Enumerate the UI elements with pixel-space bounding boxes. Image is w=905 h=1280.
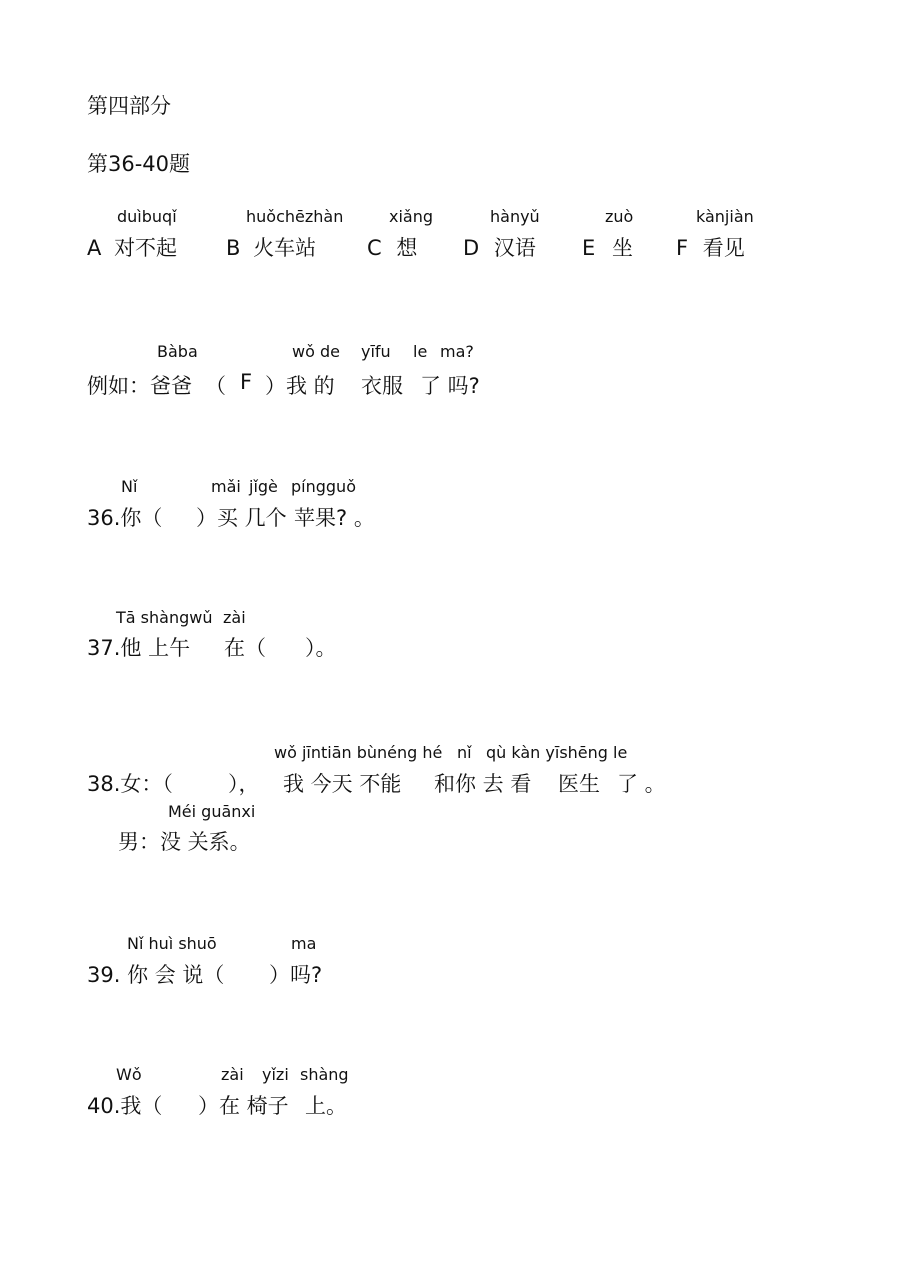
sentence-part: 37.他 上午 xyxy=(87,636,191,660)
option-letter: C xyxy=(367,236,382,260)
sentence-part: ）我 的 xyxy=(265,374,335,398)
pinyin-word: mǎi xyxy=(211,477,241,496)
option-c xyxy=(367,232,417,262)
sentence-part: 40.我（ xyxy=(87,1094,163,1118)
sentence-part: 39. 你 会 说（ xyxy=(87,963,225,987)
option-hanzi: 火车站 xyxy=(253,236,317,260)
pinyin-word: Bàba xyxy=(157,342,198,361)
pinyin-word: zài xyxy=(221,1065,244,1084)
pinyin-word: le xyxy=(413,342,428,361)
option-hanzi: 对不起 xyxy=(114,236,178,260)
pinyin-word: ma xyxy=(291,934,317,953)
sentence-part: ）吗? xyxy=(269,963,323,987)
pinyin-word: ma? xyxy=(440,342,474,361)
pinyin-word: wǒ de xyxy=(292,342,340,361)
pinyin-word: jǐgè xyxy=(249,477,278,496)
pinyin-word: nǐ xyxy=(457,743,472,762)
option-e xyxy=(582,232,633,262)
option-letter: A xyxy=(87,236,102,260)
sentence-part: 了 吗? xyxy=(420,374,480,398)
option-e-pinyin: zuò xyxy=(605,207,634,226)
sentence-part: 医生 xyxy=(558,772,600,796)
option-letter: E xyxy=(582,236,596,260)
option-a xyxy=(87,232,177,262)
option-b-pinyin: huǒchēzhàn xyxy=(246,207,344,226)
option-d xyxy=(463,232,536,262)
sentence-part: 例如：爸爸 xyxy=(87,374,192,398)
pinyin-word: shàng xyxy=(300,1065,349,1084)
sentence-part: 男：没 关系。 xyxy=(118,830,251,854)
pinyin-word: Tā shàngwǔ xyxy=(116,608,213,627)
sentence-part: （ xyxy=(205,374,226,398)
example-answer: F xyxy=(240,370,253,394)
sentence-part: ）。 xyxy=(305,636,337,660)
option-letter: B xyxy=(226,236,241,260)
sentence-part: ）， xyxy=(228,772,260,796)
sentence-part: 和你 去 看 xyxy=(434,772,532,796)
option-a-pinyin: duìbuqǐ xyxy=(117,207,177,226)
option-f xyxy=(676,232,745,262)
option-letter: D xyxy=(463,236,480,260)
pinyin-word: píngguǒ xyxy=(291,477,356,496)
sentence-part: 36.你（ xyxy=(87,506,163,530)
option-hanzi: 想 xyxy=(396,236,418,260)
pinyin-word: Méi guānxi xyxy=(168,802,256,821)
option-c-pinyin: xiǎng xyxy=(389,207,434,226)
pinyin-word: yǐzi xyxy=(262,1065,289,1084)
option-b xyxy=(226,232,316,262)
sentence-part: 了 。 xyxy=(617,772,666,796)
sentence-part: 38.女：（ xyxy=(87,772,173,796)
option-hanzi: 看见 xyxy=(702,236,745,260)
sentence-part: 我 今天 不能 xyxy=(283,772,402,796)
pinyin-word: qù kàn yīshēng le xyxy=(486,743,628,762)
sentence-part: 苹果? 。 xyxy=(294,506,375,530)
sentence-part: 衣服 xyxy=(361,374,403,398)
sentence-part: 上。 xyxy=(305,1094,347,1118)
option-hanzi: 汉语 xyxy=(493,236,536,260)
pinyin-word: yīfu xyxy=(361,342,391,361)
sentence-part: 在（ xyxy=(224,636,266,660)
question-range: 第36-40题 xyxy=(87,152,191,176)
section-title: 第四部分 xyxy=(87,94,171,118)
sentence-part: ）在 椅子 xyxy=(198,1094,289,1118)
pinyin-word: zài xyxy=(223,608,246,627)
pinyin-word: Nǐ xyxy=(121,477,138,496)
pinyin-word: wǒ jīntiān bùnéng hé xyxy=(274,743,443,762)
pinyin-word: Wǒ xyxy=(116,1065,142,1084)
option-letter: F xyxy=(676,236,689,260)
option-f-pinyin: kànjiàn xyxy=(696,207,754,226)
option-d-pinyin: hànyǔ xyxy=(490,207,540,226)
sentence-part: ）买 几个 xyxy=(196,506,287,530)
option-hanzi: 坐 xyxy=(611,236,633,260)
pinyin-word: Nǐ huì shuō xyxy=(127,934,217,953)
